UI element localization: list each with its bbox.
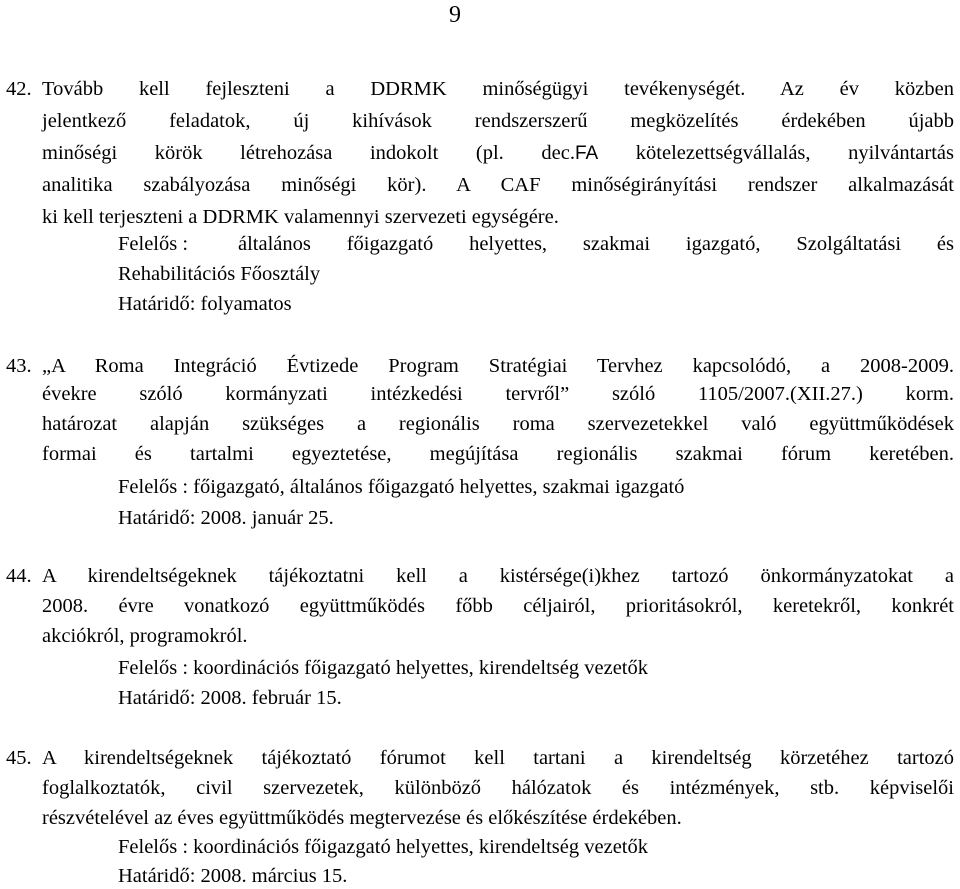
responsible: Felelős : főigazgató, általános főigazgató helyettes, szakmai igazgató — [118, 476, 685, 498]
item-text-line: formai és tartalmi egyeztetése, megújítása regionális szakmai fórum keretében. — [42, 443, 954, 465]
responsible: Felelős : koordinációs főigazgató helyettes, kirendeltség vezetők — [118, 657, 648, 679]
item-text-line: évekre szóló kormányzati intézkedési tervről” szóló 1105/2007.(XII.27.) korm. — [42, 383, 954, 405]
page-number: 9 — [449, 2, 461, 28]
item-text-line: Tovább kell fejleszteni a DDRMK minőségügyi tevékenységét. Az év közben — [42, 78, 954, 100]
item-text-line: részvételével az éves együttműködés megtervezése és előkészítése érdekében. — [42, 807, 682, 829]
item-text-line: analitika szabályozása minőségi kör). A CAF minőségirányítási rendszer alkalmazását — [42, 174, 954, 196]
deadline: Határidő: 2008. március 15. — [118, 865, 348, 887]
item-text-line: ki kell terjeszteni a DDRMK valamennyi szervezeti egységére. — [42, 206, 559, 228]
item-text-line: akciókról, programokról. — [42, 625, 248, 647]
item-text-line: határozat alapján szükséges a regionális roma szervezetekkel való együttműködések — [42, 413, 954, 435]
item-text-line: minőségi körök létrehozása indokolt (pl. dec.FA kötelezettségvállalás, nyilvántartás — [42, 142, 954, 164]
item-text-line: A kirendeltségeknek tájékoztatni kell a kistérsége(i)khez tartozó önkormányzatokat a — [42, 565, 954, 587]
deadline: Határidő: 2008. január 25. — [118, 507, 334, 529]
responsible-text: általános főigazgató helyettes, szakmai igazgató, Szolgáltatási és — [238, 233, 954, 255]
item-text-line: 2008. évre vonatkozó együttműködés főbb céljairól, prioritásokról, keretekről, konkrét — [42, 595, 954, 617]
responsible: Felelős : koordinációs főigazgató helyettes, kirendeltség vezetők — [118, 836, 648, 858]
item-number: 45. — [6, 747, 32, 769]
item-number: 42. — [6, 78, 32, 100]
deadline: Határidő: 2008. február 15. — [118, 687, 342, 709]
item-text-line: jelentkező feladatok, új kihívások rendszerszerű megközelítés érdekében újabb — [42, 110, 954, 132]
item-text-line: „A Roma Integráció Évtizede Program Stratégiai Tervhez kapcsolódó, a 2008-2009. — [42, 355, 954, 377]
responsible-text: Rehabilitációs Főosztály — [118, 263, 321, 285]
deadline: Határidő: folyamatos — [118, 293, 292, 315]
item-text-line: A kirendeltségeknek tájékoztató fórumot kell tartani a kirendeltség körzetéhez tartozó — [42, 747, 954, 769]
item-text-line: foglalkoztatók, civil szervezetek, különböző hálózatok és intézmények, stb. képviselői — [42, 777, 954, 799]
responsible-label: Felelős : — [118, 233, 189, 255]
item-number: 44. — [6, 565, 32, 587]
item-number: 43. — [6, 355, 32, 377]
